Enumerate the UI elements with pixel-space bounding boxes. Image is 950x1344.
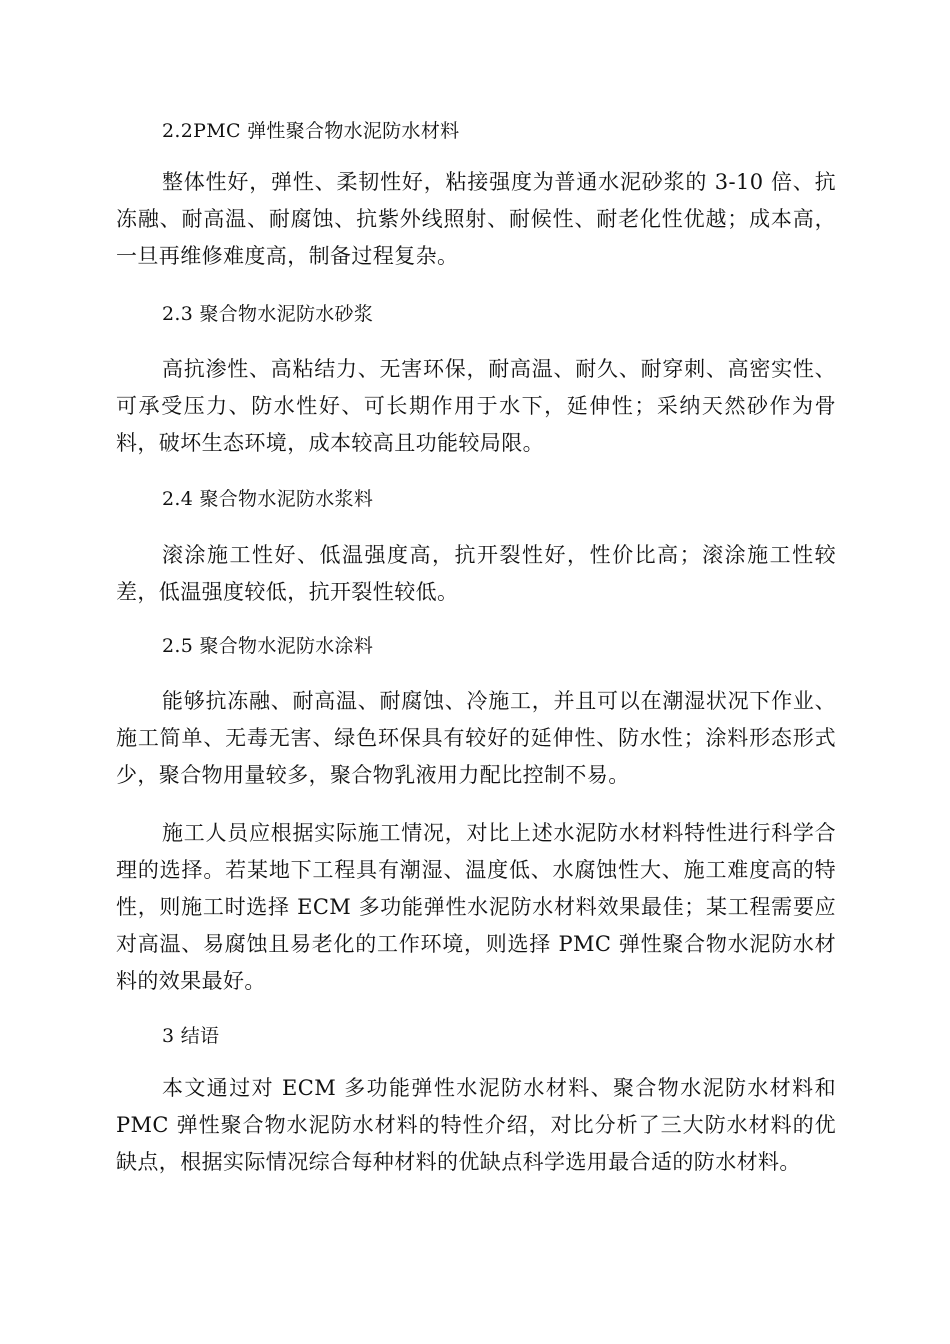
section-heading-2-5: 2.5 聚合物水泥防水涂料 <box>162 635 374 657</box>
section-heading-2-2: 2.2PMC 弹性聚合物水泥防水材料 <box>162 120 460 142</box>
paragraph-conclusion: 本文通过对 ECM 多功能弹性水泥防水材料、聚合物水泥防水材料和 PMC 弹性聚合物水泥防水材料的特性介绍，对比分析了三大防水材料的优缺点，根据实际情况综合每种材料的优缺点科学选用最合适的防水材料。 <box>116 1076 836 1174</box>
paragraph-slurry-properties: 滚涂施工性好、低温强度高，抗开裂性好，性价比高；滚涂施工性较差，低温强度较低，抗开裂性较低。 <box>116 543 836 604</box>
paragraph-coating-properties: 能够抗冻融、耐高温、耐腐蚀、冷施工，并且可以在潮湿状况下作业、施工简单、无毒无害、绿色环保具有较好的延伸性、防水性；涂料形态形式少，聚合物用量较多，聚合物乳液用力配比控制不易。 <box>116 689 836 787</box>
paragraph-pmc-properties: 整体性好，弹性、柔韧性好，粘接强度为普通水泥砂浆的 3-10 倍、抗冻融、耐高温、耐腐蚀、抗紫外线照射、耐候性、耐老化性优越；成本高，一旦再维修难度高，制备过程复杂。 <box>116 170 836 268</box>
paragraph-mortar-properties: 高抗渗性、高粘结力、无害环保，耐高温、耐久、耐穿刺、高密实性、可承受压力、防水性好、可长期作用于水下，延伸性；采纳天然砂作为骨料，破坏生态环境，成本较高且功能较局限。 <box>116 357 836 455</box>
paragraph-selection-guidance: 施工人员应根据实际施工情况，对比上述水泥防水材料特性进行科学合理的选择。若某地下工程具有潮湿、温度低、水腐蚀性大、施工难度高的特性，则施工时选择 ECM 多功能弹性水泥防水材料效果最佳；某工程需要应对高温、易腐蚀且易老化的工作环境，则选择 PMC 弹性聚合物水泥防水材料的效果最好。 <box>116 821 836 993</box>
section-heading-2-3: 2.3 聚合物水泥防水砂浆 <box>162 303 374 325</box>
section-heading-2-4: 2.4 聚合物水泥防水浆料 <box>162 488 374 510</box>
section-heading-3-conclusion: 3 结语 <box>162 1025 220 1047</box>
